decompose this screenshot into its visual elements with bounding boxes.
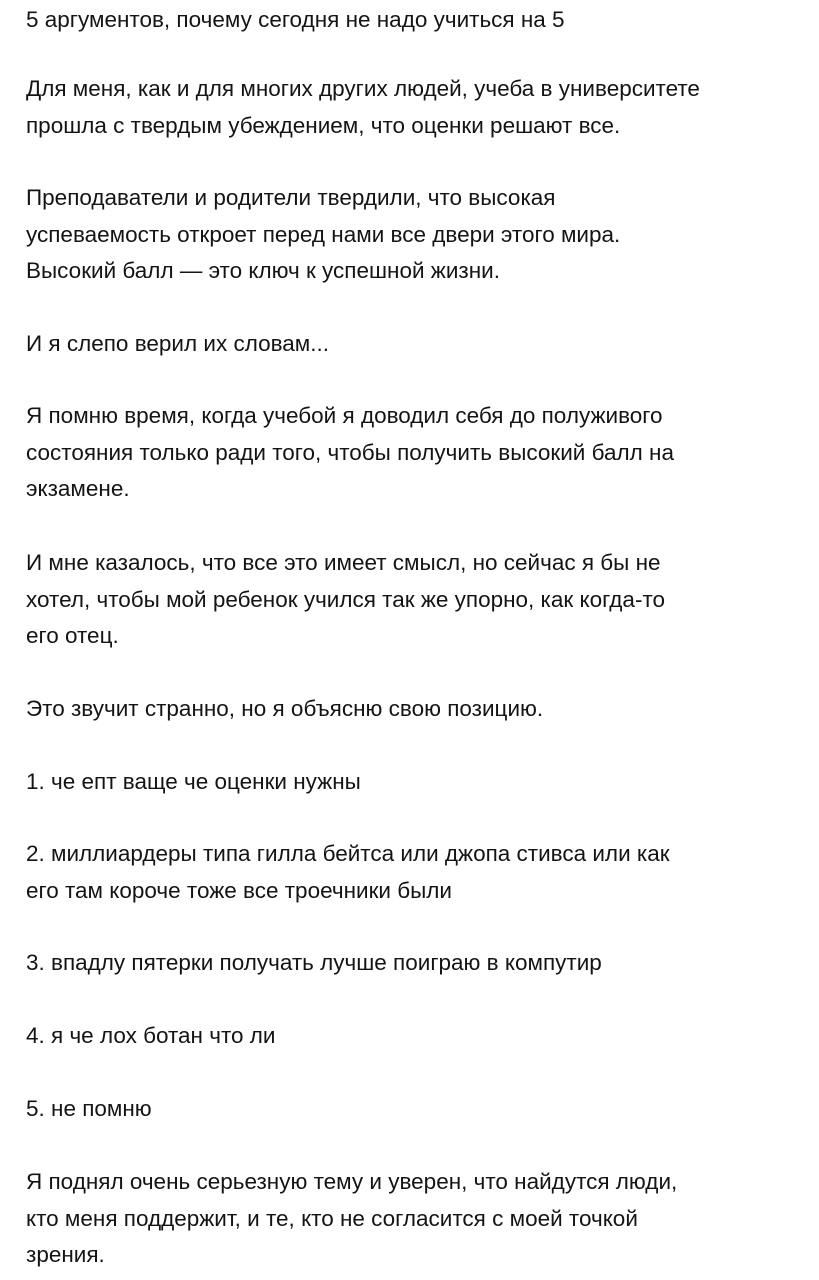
paragraph-teachers xyxy=(26,180,620,290)
paragraph-line: зрения. xyxy=(26,1242,105,1267)
paragraph-line: Преподаватели и родители твердили, что высокая xyxy=(26,185,556,210)
paragraph-line: Я поднял очень серьезную тему и уверен, что найдутся люди, xyxy=(26,1169,678,1194)
post-title-text: 5 аргументов, почему сегодня не надо учиться на 5 xyxy=(26,7,565,32)
argument-line: 1. че епт ваще че оценки нужны xyxy=(26,769,361,794)
paragraph-line: его отец. xyxy=(26,623,119,648)
paragraph-closing xyxy=(26,1164,677,1274)
paragraph-line: И мне казалось, что все это имеет смысл, но сейчас я бы не xyxy=(26,550,661,575)
paragraph-memory xyxy=(26,398,674,508)
paragraph-line: Это звучит странно, но я объясню свою позицию. xyxy=(26,696,544,721)
argument-line: его там короче тоже все троечники были xyxy=(26,877,452,903)
paragraph-line: прошла с твердым убеждением, что оценки решают все. xyxy=(26,112,621,138)
argument-line: 5. не помню xyxy=(26,1096,152,1121)
paragraph-believed xyxy=(26,326,329,363)
paragraph-line: Высокий балл — это ключ к успешной жизни. xyxy=(26,258,500,283)
paragraph-line: успеваемость откроет перед нами все двери этого мира. xyxy=(26,221,621,247)
paragraph-line: состояния только ради того, чтобы получить высокий балл на xyxy=(26,439,674,465)
paragraph-line: Я помню время, когда учебой я доводил себя до полуживого xyxy=(26,403,663,428)
paragraph-line: экзамене. xyxy=(26,476,130,501)
paragraph-line: И я слепо верил их словам... xyxy=(26,331,330,356)
paragraph-line: кто меня поддержит, и те, кто не согласится с моей точкой xyxy=(26,1205,638,1231)
paragraph-line: хотел, чтобы мой ребенок учился так же упорно, как когда-то xyxy=(26,586,666,612)
argument-line: 4. я че лох ботан что ли xyxy=(26,1023,276,1048)
argument-3 xyxy=(26,945,602,982)
paragraph-position xyxy=(26,691,543,728)
paragraph-line: Для меня, как и для многих других людей, учеба в университете xyxy=(26,76,700,101)
argument-5 xyxy=(26,1091,152,1128)
argument-line: 3. впадлу пятерки получать лучше поиграю в компутир xyxy=(26,950,602,975)
argument-2 xyxy=(26,836,670,909)
paragraph-intro xyxy=(26,71,700,144)
paragraph-meaning xyxy=(26,545,665,655)
post-title xyxy=(26,2,565,39)
argument-1 xyxy=(26,764,361,801)
argument-4 xyxy=(26,1018,275,1055)
argument-line: 2. миллиардеры типа гилла бейтса или джопа стивса или как xyxy=(26,841,670,866)
